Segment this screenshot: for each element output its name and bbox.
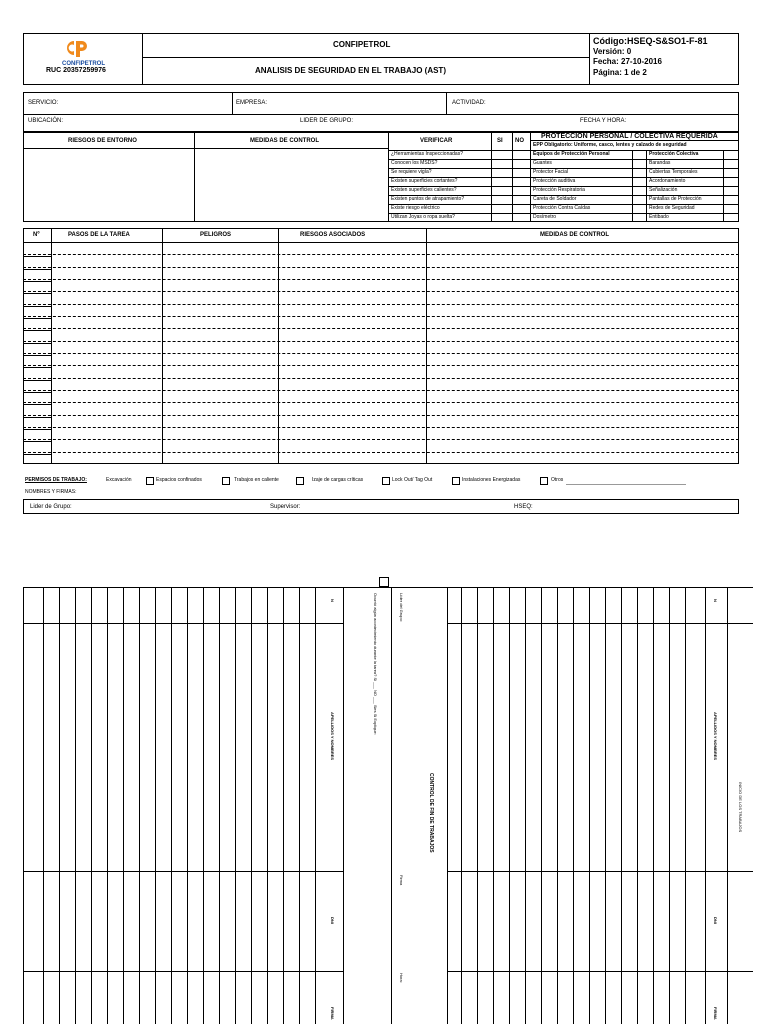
firma-hseq[interactable]: HSEQ: [514, 504, 533, 510]
table-row [23, 267, 739, 268]
firma-p2[interactable]: Firma [399, 875, 404, 886]
lider-field[interactable]: LIDER DE GRUPO: [300, 118, 354, 124]
row-number-line [23, 429, 51, 430]
row-number-line [23, 293, 51, 294]
row-number-line [23, 441, 51, 442]
colectiva-item: Señalización [649, 187, 678, 193]
firmas-row [23, 499, 739, 514]
steps-table [23, 228, 739, 464]
row-number-line [23, 417, 51, 418]
table-row [23, 279, 739, 280]
left-firma-label: FIRMA [330, 1007, 335, 1020]
col-peligros: PELIGROS [200, 232, 232, 238]
permiso-otros: Otros [551, 477, 564, 483]
col-riesgos: RIESGOS ASOCIADOS [300, 232, 366, 238]
row-number-line [23, 269, 51, 270]
verificar-item: Se requiere vigía? [391, 169, 432, 175]
table-row [23, 353, 739, 354]
epp-item: Dosímetro [533, 214, 557, 220]
table-row [23, 328, 739, 329]
verificar-item: Existen superficies calientes? [391, 187, 457, 193]
table-row [23, 415, 739, 416]
left-attendance-table [23, 587, 343, 1024]
colectiva-item: Cubiertas Temporales [649, 169, 698, 175]
left-dni-label: DNI [330, 917, 335, 924]
left-apellidos-label: APELLIDOS Y NOMBRES [330, 712, 335, 761]
doc-page: Página: 1 de 2 [593, 68, 647, 77]
table-row [23, 365, 739, 366]
table-row [23, 427, 739, 428]
servicio-field[interactable]: SERVICIO: [28, 100, 59, 106]
verificar-item: Existen superficies cortantes? [391, 178, 458, 184]
table-row [23, 390, 739, 391]
doc-date: Fecha: 27-10-2016 [593, 57, 662, 66]
row-number-line [23, 367, 51, 368]
verificar-item: Utilizan Joyas o ropa suelta? [391, 214, 455, 220]
nombres-firmas: NOMBRES Y FIRMAS: [25, 489, 77, 495]
verificar-item: Existen puntos de atrapamiento? [391, 196, 465, 202]
colectiva-item: Entibado [649, 214, 669, 220]
permiso-excavacion: Excavación [106, 477, 132, 483]
ubicacion-field[interactable]: UBICACIÓN: [28, 118, 64, 124]
right-attendance-table [447, 587, 753, 1024]
right-n-label: N [713, 599, 718, 602]
si-header: SI [497, 138, 503, 144]
firma-supervisor[interactable]: Supervisor: [270, 504, 301, 510]
epp-obligatorio: EPP Obligatorio: Uniforme, casco, lentes y calzado de seguridad [533, 142, 687, 148]
permiso-caliente: Trabajos en caliente [234, 477, 279, 483]
lider-grupo-p2[interactable]: Líder del Grupo: [399, 593, 404, 622]
verificar-item: Conocen los MSDS? [391, 160, 438, 166]
row-number-line [23, 318, 51, 319]
page2-marker [379, 577, 389, 587]
row-number-line [23, 330, 51, 331]
checkbox-izaje[interactable] [296, 477, 304, 485]
colectiva-item: Redes de Seguridad [649, 205, 695, 211]
row-number-line [23, 256, 51, 257]
permiso-izaje: Izaje de cargas críticas [312, 477, 364, 483]
epp-item: Guantes [533, 160, 552, 166]
permiso-espacios: Espacios confinados [156, 477, 202, 483]
col-numero: Nº [33, 232, 40, 238]
table-row [23, 439, 739, 440]
epp-item: Careta de Soldador [533, 196, 577, 202]
col-medidas: MEDIDAS DE CONTROL [540, 232, 609, 238]
right-firma-label: FIRMA [713, 1007, 718, 1020]
col-pasos: PASOS DE LA TAREA [68, 232, 130, 238]
confipetrol-logo [62, 38, 90, 58]
logo-text: CONFIPETROL [62, 61, 105, 67]
riesgos-entorno-header: RIESGOS DE ENTORNO [68, 138, 137, 144]
verificar-header: VERIFICAR [420, 138, 453, 144]
right-dni-label: DNI [713, 917, 718, 924]
row-number-line [23, 392, 51, 393]
hora-p2[interactable]: Hora: [399, 973, 404, 983]
no-header: NO [515, 138, 524, 144]
epp-item: Protección auditiva [533, 178, 576, 184]
right-apellidos-label: APELLIDOS Y NOMBRES [713, 712, 718, 761]
colectiva-header: Protección Colectiva [649, 151, 699, 157]
company-name: CONFIPETROL [333, 40, 391, 49]
colectiva-item: Pantallas de Protección [649, 196, 702, 202]
table-row [23, 316, 739, 317]
row-number-line [23, 404, 51, 405]
left-n-label: N [330, 599, 335, 602]
checkbox-espacios[interactable] [146, 477, 154, 485]
row-number-line [23, 355, 51, 356]
proteccion-title: PROTECCION PERSONAL / COLECTIVA REQUERIDA [541, 133, 718, 140]
colectiva-item: Acordonamiento [649, 178, 686, 184]
row-number-line [23, 306, 51, 307]
firma-lider[interactable]: Lider de Grupo: [30, 504, 72, 510]
permiso-energizadas: Instalaciones Energizadas [462, 477, 521, 483]
permisos-label: PERMISOS DE TRABAJO: [25, 477, 87, 483]
checkbox-energizadas[interactable] [452, 477, 460, 485]
actividad-field[interactable]: ACTIVIDAD: [452, 100, 486, 106]
checkbox-lockout[interactable] [382, 477, 390, 485]
info-block [23, 92, 739, 132]
table-row [23, 402, 739, 403]
verificar-item: ¿Herramientas Inspeccionadas? [391, 151, 463, 157]
pregunta-acontecimiento[interactable]: Ocurrió algún acontecimiento durante la tarea? Si ___ NO ___ Sies Si Explique: [373, 593, 378, 735]
proteccion-grid [530, 150, 739, 222]
table-row [23, 254, 739, 255]
epp-header: Equipos de Protección Personal [533, 151, 610, 157]
epp-item: Protección Respiratoria [533, 187, 585, 193]
fecha-hora-field[interactable]: FECHA Y HORA: [580, 118, 627, 124]
table-row [23, 341, 739, 342]
ruc-number: RUC 20357259976 [46, 67, 106, 74]
colectiva-item: Barandas [649, 160, 671, 166]
doc-version: Versión: 0 [593, 47, 632, 56]
verificar-grid [388, 150, 530, 222]
table-row [23, 452, 739, 453]
row-number-line [23, 281, 51, 282]
inicio-trabajos-title: INICIO DE LOS TRABAJOS [738, 782, 743, 833]
table-row [23, 378, 739, 379]
empresa-field[interactable]: EMPRESA: [236, 100, 268, 106]
checkbox-otros[interactable] [540, 477, 548, 485]
table-row [23, 291, 739, 292]
doc-code: Código:HSEQ-S&SO1-F-81 [593, 36, 708, 46]
table-row [23, 304, 739, 305]
medidas-control-header: MEDIDAS DE CONTROL [250, 138, 319, 144]
permiso-lockout: Lock Out/ Tag Out [392, 477, 433, 483]
row-number-line [23, 343, 51, 344]
row-number-line [23, 380, 51, 381]
fin-trabajos-block [343, 587, 447, 1024]
epp-item: Protector Facial [533, 169, 569, 175]
epp-item: Protección Contra Caídas [533, 205, 591, 211]
verificar-item: Existe riesgo eléctrico [391, 205, 440, 211]
doc-title: ANALISIS DE SEGURIDAD EN EL TRABAJO (AST) [255, 66, 446, 75]
row-number-line [23, 454, 51, 455]
checkbox-caliente[interactable] [222, 477, 230, 485]
control-fin-title: CONTROL DE FIN DE TRABAJOS [428, 773, 434, 853]
